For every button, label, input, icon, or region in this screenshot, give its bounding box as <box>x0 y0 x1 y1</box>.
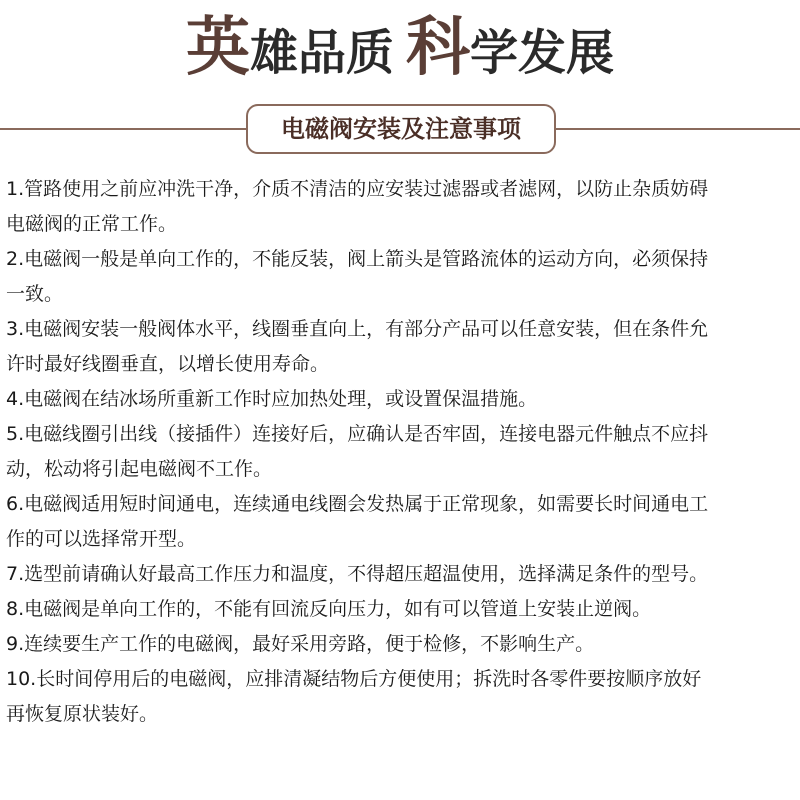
note-line: 10.长时间停用后的电磁阀，应排清凝结物后方便使用；拆洗时各零件要按顺序放好 <box>6 668 702 690</box>
note-line: 7.选型前请确认好最高工作压力和温度，不得超压超温使用，选择满足条件的型号。 <box>6 563 709 585</box>
note-item <box>6 487 796 557</box>
note-line: 许时最好线圈垂直，以增长使用寿命。 <box>6 353 330 375</box>
note-line: 3.电磁阀安装一般阀体水平，线圈垂直向上，有部分产品可以任意安装，但在条件允 <box>6 318 709 340</box>
note-line: 作的可以选择常开型。 <box>6 528 197 550</box>
divider-left <box>0 128 250 130</box>
headline-char-1: 英 <box>185 11 250 85</box>
note-line: 再恢复原状装好。 <box>6 703 159 725</box>
note-item <box>6 312 796 382</box>
headline <box>0 8 800 104</box>
note-item <box>6 382 796 417</box>
note-line: 6.电磁阀适用短时间通电，连续通电线圈会发热属于正常现象，如需要长时间通电工 <box>6 493 709 515</box>
note-line: 5.电磁线圈引出线（接插件）连接好后，应确认是否牢固，连接电器元件触点不应抖 <box>6 423 709 445</box>
note-item <box>6 592 796 627</box>
note-line: 动，松动将引起电磁阀不工作。 <box>6 458 273 480</box>
headline-char-2: 科 <box>406 11 470 85</box>
divider-right <box>556 128 800 130</box>
note-line: 电磁阀的正常工作。 <box>6 213 178 235</box>
note-item <box>6 662 796 732</box>
note-line: 8.电磁阀是单向工作的，不能有回流反向压力，如有可以管道上安装止逆阀。 <box>6 598 652 620</box>
headline-part-2: 学发展 <box>470 25 615 81</box>
note-line: 1.管路使用之前应冲洗干净，介质不清洁的应安装过滤器或者滤网，以防止杂质妨碍 <box>6 178 709 200</box>
headline-part-1: 雄品质 <box>249 25 394 81</box>
section-title: 电磁阀安装及注意事项 <box>246 104 556 154</box>
note-item <box>6 172 796 242</box>
notes-list <box>6 172 796 732</box>
note-line: 9.连续要生产工作的电磁阀，最好采用旁路，便于检修，不影响生产。 <box>6 633 595 655</box>
note-item <box>6 627 796 662</box>
note-line: 4.电磁阀在结冰场所重新工作时应加热处理，或设置保温措施。 <box>6 388 538 410</box>
note-item <box>6 557 796 592</box>
note-line: 2.电磁阀一般是单向工作的，不能反装，阀上箭头是管路流体的运动方向，必须保持 <box>6 248 709 270</box>
note-item <box>6 242 796 312</box>
note-item <box>6 417 796 487</box>
note-line: 一致。 <box>6 283 64 305</box>
